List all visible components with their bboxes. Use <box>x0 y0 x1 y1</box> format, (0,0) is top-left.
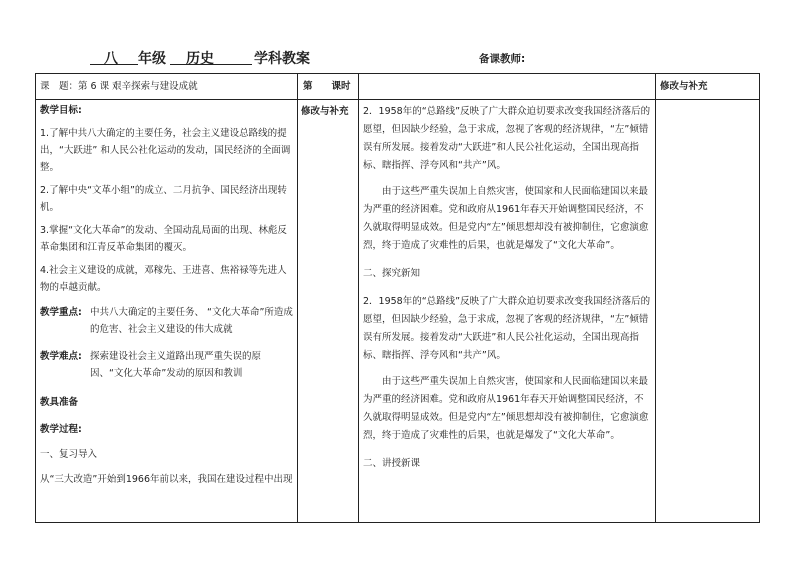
section-heading: 二、探究新知 <box>363 268 421 279</box>
period-cell: 第 课时 <box>303 81 351 92</box>
teacher-label: 备课教师: <box>479 53 526 65</box>
section-heading: 二、讲授新课 <box>363 458 421 469</box>
paragraph: 由于这些严重失误加上自然灾害，使国家和人民面临建国以来最为严重的经济困难。党和政府从1961年春天开始调整国民经济，不久就取得明显成效。但是党内“左”倾思想却没有被抑制住，它愈演愈烈，终于造成了灾难性的后果，也就是爆发了“文化大革命”。 <box>363 186 649 251</box>
goal-item: 1.了解中共八大确定的主要任务，社会主义建设总路线的提出，“大跃进” 和人民公社化运动的发动，国民经济的全面调整。 <box>40 128 291 173</box>
paragraph: 2．1958年的“总路线”反映了广大群众迫切要求改变我国经济落后的愿望，但因缺少经验，急于求成，忽视了客观的经济规律，“左”倾错误有所发展。接着发动“大跃进”和人民公社化运动，全国出现高指标、瞎指挥、浮夸风和“共产”风。 <box>363 106 651 171</box>
difficulty-text: 探索建设社会主义道路出现严重失误的原因、“文化大革命”发动的原因和教训 <box>90 351 262 379</box>
table-divider-1 <box>297 73 298 523</box>
key-points <box>40 304 294 338</box>
left-column <box>40 102 294 494</box>
grade-word: 年级 <box>138 51 166 67</box>
table-right-border <box>759 73 760 523</box>
table-left-border <box>35 73 36 523</box>
revise-column-label: 修改与补充 <box>301 106 349 117</box>
goal-item: 4.社会主义建设的成就，邓稼先、王进喜、焦裕禄等先进人物的卓越贡献。 <box>40 265 287 293</box>
goal-item: 2.了解中央“文革小组”的成立、二月抗争、国民经济出现转机。 <box>40 185 287 213</box>
table-bottom-border <box>35 522 760 523</box>
table-divider-3 <box>655 73 656 523</box>
paragraph: 2．1958年的“总路线”反映了广大群众迫切要求改变我国经济落后的愿望，但因缺少经验，急于求成，忽视了客观的经济规律，“左”倾错误有所发展。接着发动“大跃进”和人民公社化运动，全国出现高指标、瞎指挥、浮夸风和“共产”风。 <box>363 296 651 361</box>
teaching-aids: 教具准备 <box>40 397 79 408</box>
goal-item: 3.掌握“文化大革命”的发动、全国动乱局面的出现、林彪反革命集团和江青反革命集团的覆灭。 <box>40 225 287 253</box>
teaching-process: 教学过程: <box>40 424 82 435</box>
table-divider-2 <box>358 73 359 523</box>
revise-header-cell: 修改与补充 <box>660 81 708 92</box>
review-text: 从“三大改造”开始到1966年前以来，我国在建设过程中出现 <box>40 474 293 485</box>
difficult-points <box>40 348 294 382</box>
difficulty-label: 教学难点: <box>40 351 82 362</box>
paragraph: 由于这些严重失误加上自然灾害，使国家和人民面临建国以来最为严重的经济困难。党和政府从1961年春天开始调整国民经济，不久就取得明显成效。但是党内“左”倾思想却没有被抑制住，它愈演愈烈，终于造成了灾难性的后果，也就是爆发了“文化大革命”。 <box>363 376 649 441</box>
key-text: 中共八大确定的主要任务、 “文化大革命”所造成的危害、社会主义建设的伟大成就 <box>90 307 293 335</box>
table-header-bottom-border <box>35 99 760 100</box>
main-column <box>363 103 653 479</box>
document-title: 学科教案 <box>254 51 310 67</box>
goals-title: 教学目标: <box>40 105 82 116</box>
table-top-border <box>35 73 760 74</box>
review-heading: 一、复习导入 <box>40 449 98 460</box>
key-label: 教学重点: <box>40 307 82 318</box>
subject-value: 历史 <box>186 51 214 67</box>
topic-cell: 课 题：第 6 课 艰辛探索与建设成就 <box>40 81 198 92</box>
grade-value: 八 <box>104 51 118 67</box>
